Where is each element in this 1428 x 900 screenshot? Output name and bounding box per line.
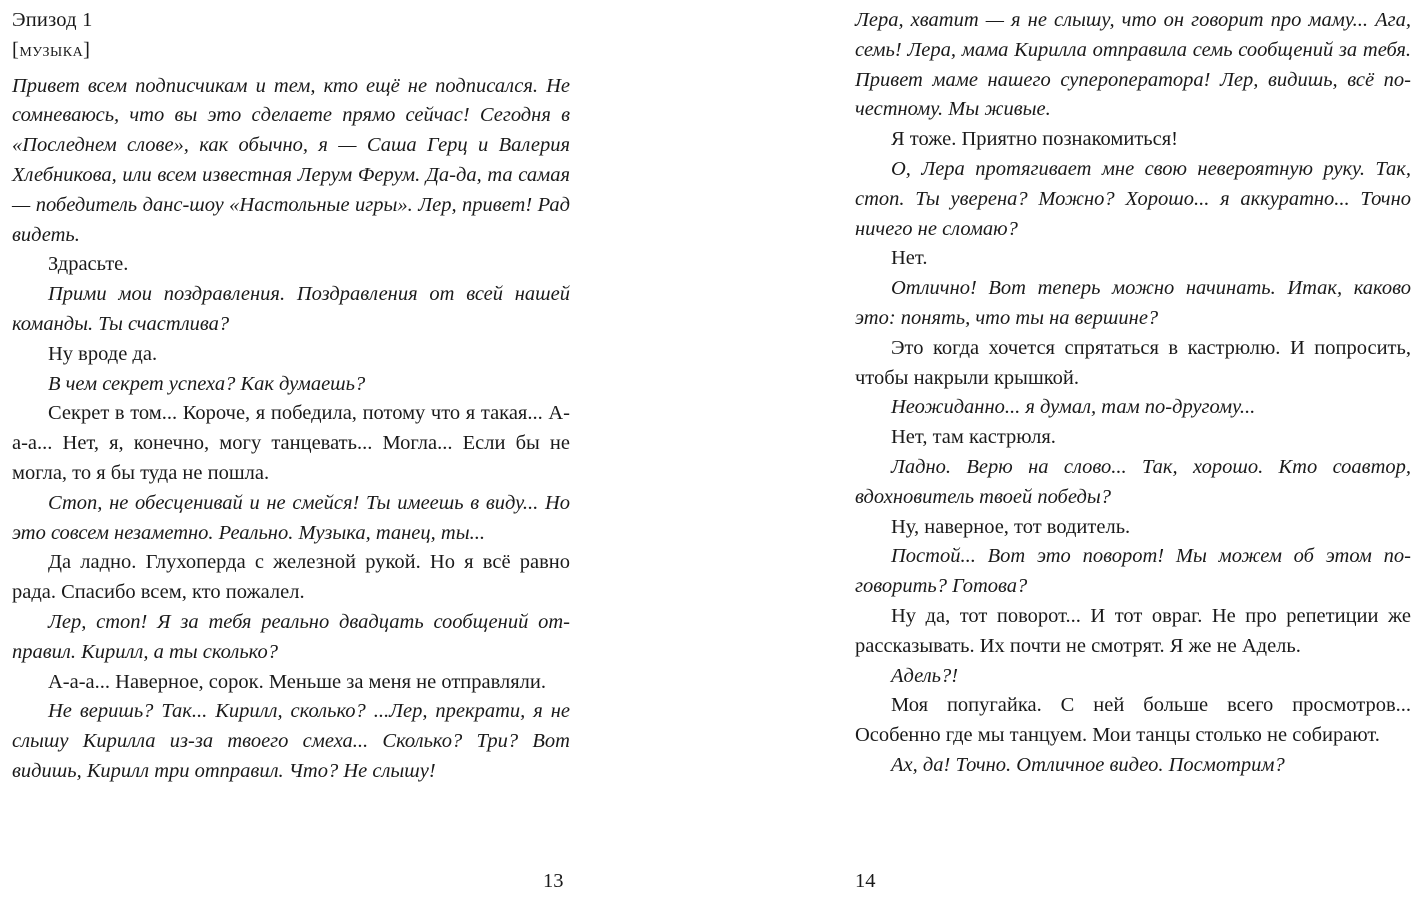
paragraph: Секрет в том... Короче, я победила, потому что я такая... А-а-а... Нет, я, конечно, могу танцевать... Могла... Если бы не могла, то я бы туда не пошла. xyxy=(12,402,570,484)
paragraph: А-а-а... Наверное, сорок. Меньше за меня не отправляли. xyxy=(48,670,546,693)
right-page xyxy=(855,0,1411,900)
paragraph: О, Лера протягивает мне свою невероятную руку. Так, стоп. Ты уверена? Можно? Хорошо... я аккуратно... Точно ничего не сломаю? xyxy=(855,157,1411,240)
paragraph: Прими мои поздравления. Поздравления от всей нашей команды. Ты счастлива? xyxy=(12,283,570,335)
paragraph: Ну, наверное, тот водитель. xyxy=(891,515,1131,538)
page-number: 14 xyxy=(855,870,876,892)
paragraph: Отлично! Вот теперь можно начинать. Итак, каково это: понять, что ты на вершине? xyxy=(855,277,1411,329)
paragraph: Адель?! xyxy=(891,664,959,687)
paragraph: Ах, да! Точно. Отличное видео. Посмотрим? xyxy=(891,753,1285,776)
paragraph: Ну вроде да. xyxy=(48,342,158,365)
paragraph: Лер, стоп! Я за тебя реально двадцать сообщений отправил. Кирилл, а ты сколько? xyxy=(12,610,570,663)
paragraph: Нет. xyxy=(891,247,928,270)
paragraph: Не веришь? Так... Кирилл, сколько? ...Лер, прекрати, я не слышу Кирилла из-за твоего смеха... Сколько? Три? Вот видишь, Кирилл три отправил. Что? Не слышу! xyxy=(12,700,570,782)
paragraph: Неожиданно... я думал, там по-другому... xyxy=(891,396,1256,419)
left-page xyxy=(12,0,570,900)
page-number: 13 xyxy=(543,870,564,892)
paragraph: Здрасьте. xyxy=(48,253,129,276)
paragraph: Это когда хочется спрятаться в кастрюлю. И попросить, чтобы накрыли крышкой. xyxy=(855,336,1411,389)
paragraph: В чем секрет успеха? Как думаешь? xyxy=(48,372,366,395)
paragraph: Нет, там кастрюля. xyxy=(891,426,1056,449)
sound-note: [музыка] xyxy=(12,38,91,61)
paragraph: Да ладно. Глухоперда с железной рукой. Но я всё равно рада. Спасибо всем, кто пожалел. xyxy=(12,551,570,604)
paragraph: Ну да, тот поворот... И тот овраг. Не про репетиции же рассказывать. Их почти не смотрят. Я же не Адель. xyxy=(855,604,1411,657)
paragraph: Ладно. Верю на слово... Так, хорошо. Кто соавтор, вдохновитель твоей победы? xyxy=(855,455,1411,508)
episode-title: Эпизод 1 xyxy=(12,9,93,31)
paragraph: Постой... Вот это поворот! Мы можем об этом поговорить? Готова? xyxy=(855,545,1411,598)
paragraph: Привет всем подписчикам и тем, кто ещё не подписался. Не сомневаюсь, что вы это сделаете прямо сейчас! Сегодня в «Последнем слове», как обычно, я — Саша Герц и Валерия Хлебникова, или всем известная Лерум Ферум. Да-да, та самая — победитель данс-шоу «Настольные игры». Лер, привет! Рад видеть. xyxy=(12,74,570,246)
left-page-text xyxy=(12,6,570,787)
right-page-text xyxy=(855,6,1411,781)
paragraph: Лера, хватит — я не слышу, что он говорит про маму... Ага, семь! Лера, мама Кирилла отправила семь сообщений за тебя. Привет маме нашего супероператора! Лер, видишь, всё по-честному. Мы живые. xyxy=(855,9,1411,121)
paragraph: Стоп, не обесценивай и не смейся! Ты имеешь в виду... Но это совсем незаметно. Реально. Музыка, танец, ты... xyxy=(12,491,570,544)
paragraph: Я тоже. Приятно познакомиться! xyxy=(891,128,1178,151)
paragraph: Моя попугайка. С ней больше всего просмотров... Особенно где мы танцуем. Мои танцы столько не собирают. xyxy=(855,694,1411,747)
